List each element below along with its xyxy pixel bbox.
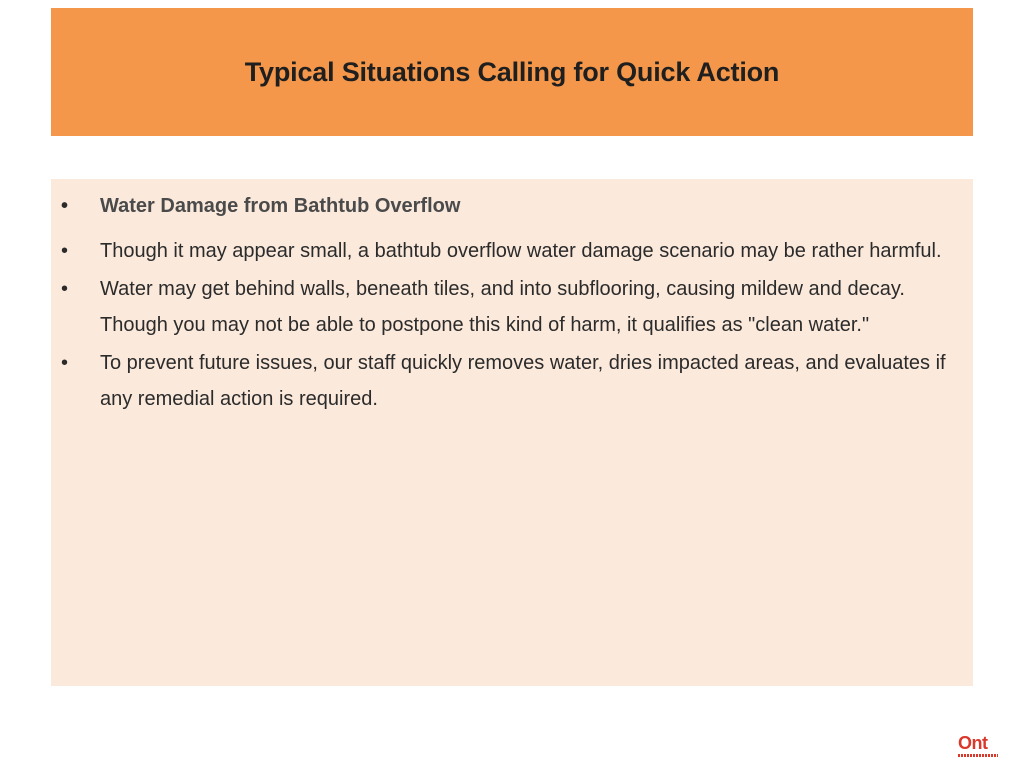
content-panel <box>51 179 973 686</box>
company-logo <box>958 734 1000 758</box>
bullet-text: To prevent future issues, our staff quickly removes water, dries impacted areas, and evaluates if any remedial action is required. <box>100 352 946 410</box>
bullet-icon: • <box>61 239 69 262</box>
title-banner <box>51 8 973 136</box>
bullet-text: Water may get behind walls, beneath tiles, and into subflooring, causing mildew and decay. Though you may not be able to postpone this kind of harm, it qualifies as "clean water." <box>100 278 905 336</box>
bullet-icon: • <box>61 278 69 300</box>
logo-wordmark: Ont <box>958 733 988 753</box>
bullet-item-heading <box>61 189 951 225</box>
bullet-icon: • <box>61 352 69 374</box>
bullet-icon: • <box>61 195 69 217</box>
logo-tagline-mark <box>958 754 998 757</box>
bullet-text: Water Damage from Bathtub Overflow <box>100 195 461 217</box>
bullet-item <box>61 272 951 343</box>
bullet-text: Though it may appear small, a bathtub overflow water damage scenario may be rather harmful. <box>100 239 942 262</box>
bullet-list <box>61 189 951 420</box>
slide-title: Typical Situations Calling for Quick Action <box>244 56 780 87</box>
bullet-item <box>61 234 951 270</box>
bullet-item <box>61 346 951 417</box>
